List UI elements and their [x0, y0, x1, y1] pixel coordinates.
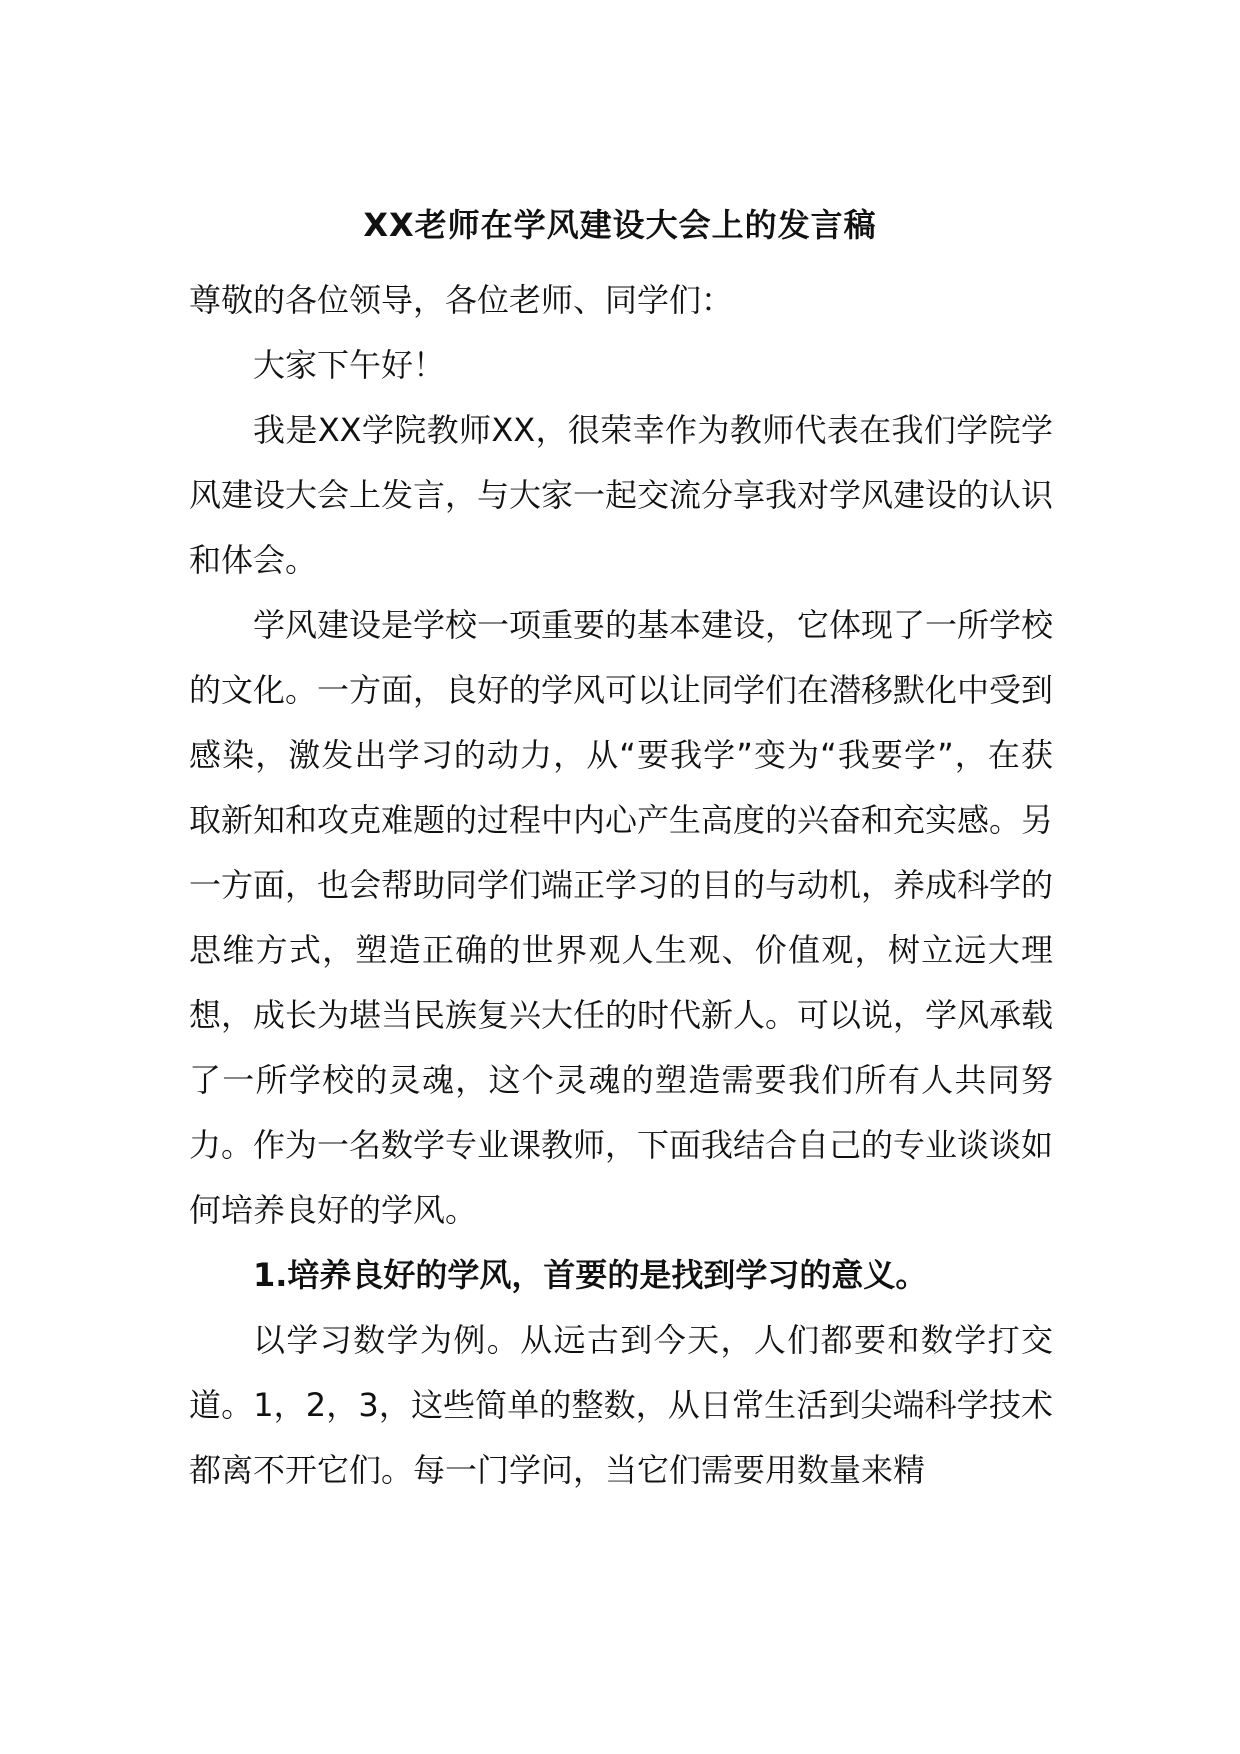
document-title: XX老师在学风建设大会上的发言稿 — [363, 206, 877, 244]
greeting: 大家下午好！ — [253, 346, 446, 384]
document-body — [189, 268, 1053, 1503]
paragraph-intro: 我是XX学院教师XX，很荣幸作为教师代表在我们学院学风建设大会上发言，与大家一起交流分享我对学风建设的认识和体会。 — [189, 411, 1054, 579]
section-heading: 1.培养良好的学风，首要的是找到学习的意义。 — [253, 1256, 928, 1294]
paragraph-study-style: 学风建设是学校一项重要的基本建设，它体现了一所学校的文化。一方面，良好的学风可以让同学们在潜移默化中受到感染，激发出学习的动力，从“要我学”变为“我要学”，在获取新知和攻克难题的过程中内心产生高度的兴奋和充实感。另一方面，也会帮助同学们端正学习的目的与动机，养成科学的思维方式，塑造正确的世界观人生观、价值观，树立远大理想，成长为堪当民族复兴大任的时代新人。可以说，学风承载了一所学校的灵魂，这个灵魂的塑造需要我们所有人共同努力。作为一名数学专业课教师，下面我结合自己的专业谈谈如何培养良好的学风。 — [189, 606, 1054, 1229]
section-paragraph: 以学习数学为例。从远古到今天，人们都要和数学打交道。1，2，3，这些简单的整数，从日常生活到尖端科学技术都离不开它们。每一门学问，当它们需要用数量来精 — [189, 1321, 1053, 1489]
salutation: 尊敬的各位领导，各位老师、同学们： — [189, 281, 734, 319]
